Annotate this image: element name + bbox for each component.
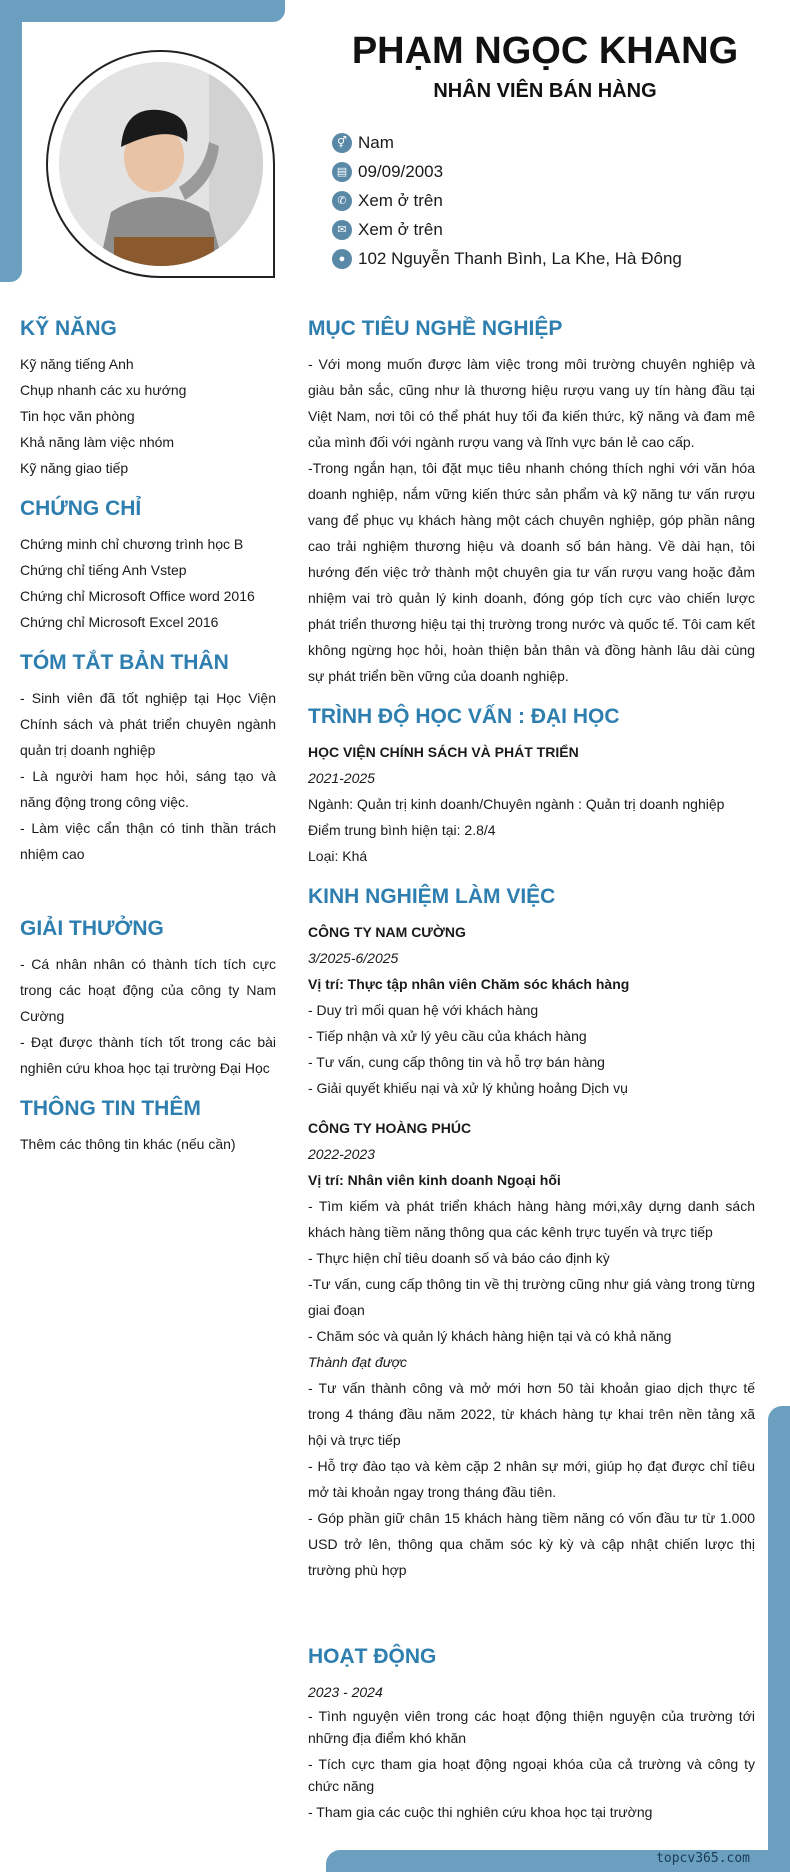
skills-section [20,315,276,481]
skill-item: Khả năng làm việc nhóm [20,434,175,450]
job-achievement: - Góp phần giữ chân 15 khách hàng tiềm năng có vốn đầu tư từ 1.000 USD trở lên, thông qua chăm sóc kỳ kỳ và cập nhật chiến lược thị trường phù hợp [308,1510,755,1578]
certificate-item: Chứng chỉ Microsoft Office word 2016 [20,588,255,604]
skill-item: Kỹ năng tiếng Anh [20,356,134,372]
job-achievement: - Tư vấn thành công và mở mới hơn 50 tài khoản giao dịch thực tế trong 4 tháng đầu năm 2022, từ khách hàng tự khai trên nền tảng xã hội và trực tiếp [308,1380,755,1448]
objective-title: MỤC TIÊU NGHỀ NGHIỆP [308,317,563,340]
job-company: CÔNG TY HOÀNG PHÚC [308,1120,472,1136]
personal-info-list [332,128,682,273]
job-task: - Duy trì mối quan hệ với khách hàng [308,1002,539,1018]
job-entry [308,919,755,1101]
left-column [20,315,276,1171]
education-rank: Loại: Khá [308,848,368,864]
experience-section [308,883,755,1583]
objective-paragraph: -Trong ngắn hạn, tôi đặt mục tiêu nhanh chóng thích nghi với văn hóa doanh nghiệp, nắm vững kiến thức sản phẩm và kỹ năng tư vấn rượu vang để phục vụ khách hàng một cách chuyên nghiệp, góp phần nâng cao trải nghiệm thương hiệu và doanh số bán hàng. Về dài hạn, tôi hướng đến việc trở thành một chuyên gia tư vấn rượu vang hoặc đảm nhiệm vai trò quản lý kinh doanh, đóng góp tích cực vào chiến lược phát triển thương hiệu tại thị trường trong nước và quốc tế. Tôi cam kết không ngừng học hỏi, hoàn thiện bản thân và đồng hành lâu dài cùng sự phát triển bền vững của doanh nghiệp. [308,460,755,684]
email-icon: ✉ [332,220,352,240]
job-entry [308,1115,755,1583]
certificate-item: Chứng chỉ Microsoft Excel 2016 [20,614,219,630]
summary-title: TÓM TẮT BẢN THÂN [20,651,229,674]
objective-paragraph: - Với mong muốn được làm việc trong môi trường chuyên nghiệp và giàu bản sắc, cũng như là thương hiệu rượu vang uy tín hàng đầu tại Việt Nam, nơi tôi có thể phát huy tối đa kiến thức, kỹ năng và đam mê của mình đối với ngành rượu vang và lĩnh vực bán lẻ cao cấp. [308,356,755,450]
avatar [59,62,263,266]
activity-item: - Tích cực tham gia hoạt động ngoại khóa của cả trường và công ty chức năng [308,1756,755,1794]
job-task: - Tư vấn, cung cấp thông tin và hỗ trợ bán hàng [308,1054,605,1070]
frame-top-decoration [0,0,285,22]
info-email-text: Xem ở trên [358,219,443,239]
info-address [332,244,682,273]
job-achievement-label: Thành đạt được [308,1354,408,1370]
info-birthdate-text: 09/09/2003 [358,161,444,181]
skill-item: Tin học văn phòng [20,408,135,424]
job-task: -Tư vấn, cung cấp thông tin về thị trường cũng như giá vàng trong từng giai đoạn [308,1276,755,1318]
extra-info-section [20,1095,276,1157]
right-column [308,315,755,1837]
phone-icon: ✆ [332,191,352,211]
award-item: - Đạt được thành tích tốt trong các bài nghiên cứu khoa học tại trường Đại Học [20,1034,276,1076]
calendar-icon: ▤ [332,162,352,182]
job-period: 2022-2023 [308,1146,375,1162]
job-task: - Tìm kiếm và phát triển khách hàng hàng mới,xây dựng danh sách khách hàng tiềm năng thông qua các kênh trực tuyến và trực tiếp [308,1198,755,1240]
education-title: TRÌNH ĐỘ HỌC VẤN : ĐẠI HỌC [308,705,620,728]
education-section [308,703,755,869]
candidate-name: PHẠM NGỌC KHANG [351,30,739,72]
summary-item: - Sinh viên đã tốt nghiệp tại Học Viện Chính sách và phát triển chuyên ngành quản trị doanh nghiệp [20,690,276,758]
objective-section [308,315,755,689]
frame-right-decoration [768,1406,790,1872]
education-school: HỌC VIỆN CHÍNH SÁCH VÀ PHÁT TRIỂN [308,744,579,760]
job-role: Vị trí: Nhân viên kinh doanh Ngoại hối [308,1172,561,1188]
job-achievement: - Hỗ trợ đào tạo và kèm cặp 2 nhân sự mới, giúp họ đạt được chỉ tiêu mở tài khoản ngay trong tháng đầu tiên. [308,1458,755,1500]
extra-info-text: Thêm các thông tin khác (nếu cần) [20,1136,236,1152]
info-phone-text: Xem ở trên [358,190,443,210]
education-major: Ngành: Quản trị kinh doanh/Chuyên ngành : Quản trị doanh nghiệp [308,796,725,812]
candidate-position: NHÂN VIÊN BÁN HÀNG [433,80,657,102]
summary-section [20,649,276,867]
awards-title: GIẢI THƯỞNG [20,917,164,940]
job-task: - Giải quyết khiếu nại và xử lý khủng hoảng Dịch vụ [308,1080,628,1096]
info-phone [332,186,682,215]
activities-period: 2023 - 2024 [308,1684,383,1700]
frame-left-decoration [0,0,22,282]
awards-section [20,915,276,1081]
award-item: - Cá nhân nhân có thành tích tích cực trong các hoạt động của công ty Nam Cường [20,956,276,1024]
activity-item: - Tình nguyện viên trong các hoạt động thiện nguyện của trường tới những địa điểm khó khăn [308,1708,755,1746]
certificates-title: CHỨNG CHỈ [20,497,142,520]
info-birthdate [332,157,682,186]
activity-item: - Tham gia các cuộc thi nghiên cứu khoa học tại trường [308,1804,653,1820]
extra-info-title: THÔNG TIN THÊM [20,1097,201,1120]
certificate-item: Chứng chỉ tiếng Anh Vstep [20,562,187,578]
certificate-item: Chứng minh chỉ chương trình học B [20,536,244,552]
gender-icon: ⚥ [332,133,352,153]
skill-item: Kỹ năng giao tiếp [20,460,129,476]
location-icon: ● [332,249,352,269]
education-period: 2021-2025 [308,770,375,786]
job-task: - Chăm sóc và quản lý khách hàng hiện tại và có khả năng [308,1328,672,1344]
info-gender-text: Nam [358,132,394,152]
info-email [332,215,682,244]
job-task: - Tiếp nhận và xử lý yêu cầu của khách hàng [308,1028,587,1044]
info-address-text: 102 Nguyễn Thanh Bình, La Khe, Hà Đông [358,248,682,268]
skills-title: KỸ NĂNG [20,317,117,340]
job-task: - Thực hiện chỉ tiêu doanh số và báo cáo định kỳ [308,1250,610,1266]
activities-title: HOẠT ĐỘNG [308,1645,437,1668]
info-gender [332,128,682,157]
certificates-section [20,495,276,635]
skill-item: Chụp nhanh các xu hướng [20,382,187,398]
watermark: topcv365.com [656,1851,750,1866]
job-period: 3/2025-6/2025 [308,950,399,966]
job-role: Vị trí: Thực tập nhân viên Chăm sóc khách hàng [308,976,630,992]
job-company: CÔNG TY NAM CƯỜNG [308,924,466,940]
summary-item: - Làm việc cẩn thận có tinh thần trách nhiệm cao [20,820,276,862]
summary-item: - Là người ham học hỏi, sáng tạo và năng động trong công việc. [20,768,276,810]
experience-title: KINH NGHIỆM LÀM VIỆC [308,885,556,908]
activities-section [308,1643,755,1823]
education-gpa: Điểm trung bình hiện tại: 2.8/4 [308,822,496,838]
